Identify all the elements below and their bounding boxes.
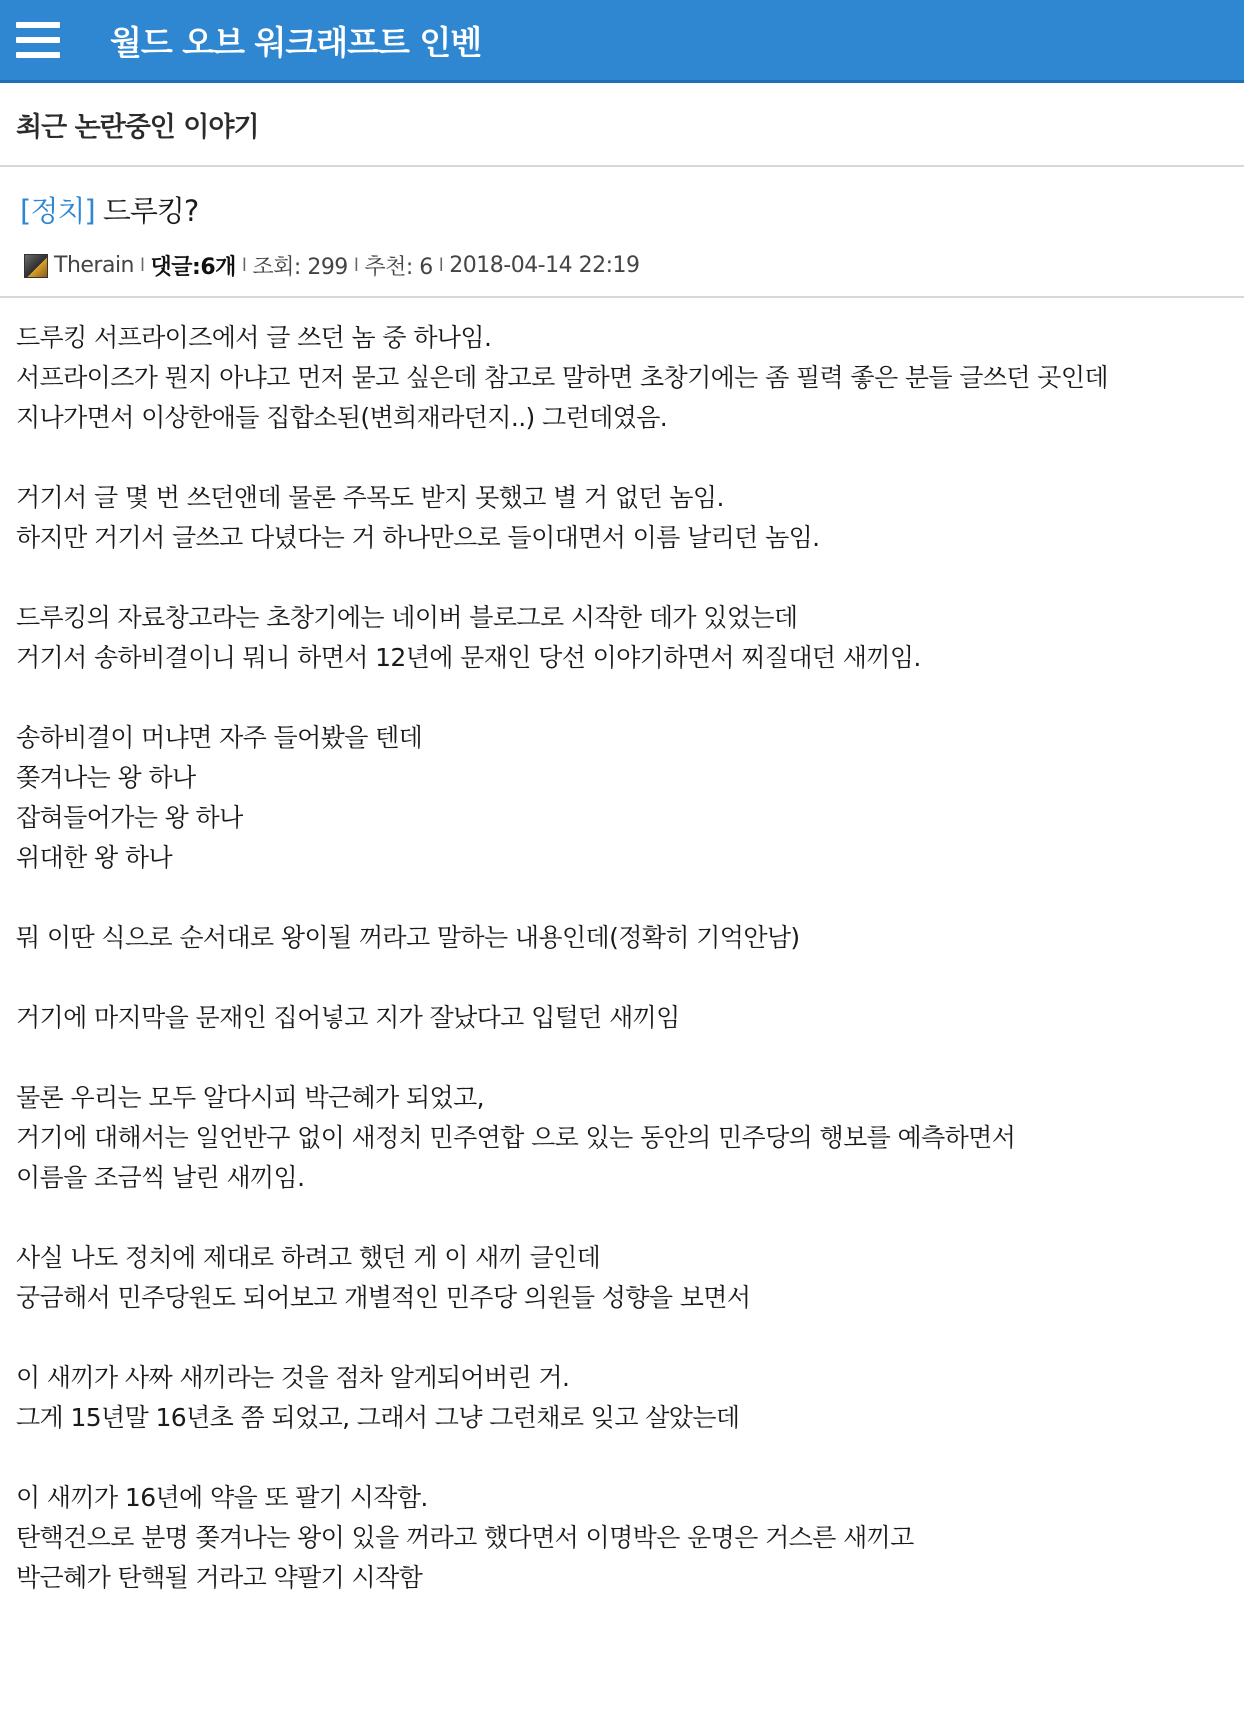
body-line: 드루킹 서프라이즈에서 글 쓰던 놈 중 하나임. xyxy=(16,323,492,352)
post-title xyxy=(20,189,1244,230)
body-line: 서프라이즈가 뭔지 아냐고 먼저 묻고 싶은데 참고로 말하면 초창기에는 좀 필력 좋은 분들 글쓰던 곳인데 xyxy=(16,363,1108,392)
body-line: 궁금해서 민주당원도 되어보고 개별적인 민주당 의원들 성향을 보면서 xyxy=(16,1283,751,1312)
body-line: 이 새끼가 16년에 약을 또 팔기 시작함. xyxy=(16,1483,428,1512)
view-count: 조회: 299 xyxy=(252,255,348,280)
post-timestamp: 2018-04-14 22:19 xyxy=(449,253,640,278)
body-line: 거기에 마지막을 문재인 집어넣고 지가 잘났다고 입털던 새끼임 xyxy=(16,1003,680,1032)
meta-separator: l xyxy=(140,255,145,276)
body-paragraph xyxy=(16,1238,1228,1318)
body-paragraph xyxy=(16,598,1228,678)
body-line: 이 새끼가 사짜 새끼라는 것을 점차 알게되어버린 거. xyxy=(16,1363,570,1392)
body-line: 위대한 왕 하나 xyxy=(16,843,172,872)
menu-icon-bar xyxy=(16,37,60,43)
comment-count[interactable]: 댓글:6개 xyxy=(150,255,236,280)
meta-separator: l xyxy=(353,255,359,276)
post-title-text: 드루킹? xyxy=(94,194,199,228)
post-body xyxy=(0,298,1244,1598)
body-line: 쫒겨나는 왕 하나 xyxy=(16,763,196,792)
body-line: 거기서 글 몇 번 쓰던앤데 물론 주목도 받지 못했고 별 거 없던 놈임. xyxy=(16,483,724,512)
body-line: 하지만 거기서 글쓰고 다녔다는 거 하나만으로 들이대면서 이름 날리던 놈임. xyxy=(16,523,820,552)
body-line: 그게 15년말 16년초 쯤 되었고, 그래서 그냥 그런채로 잊고 살았는데 xyxy=(16,1403,740,1432)
body-paragraph xyxy=(16,918,1228,958)
top-navigation-bar xyxy=(0,0,1244,83)
body-paragraph xyxy=(16,998,1228,1038)
meta-separator: l xyxy=(438,255,444,276)
hamburger-menu-icon[interactable] xyxy=(16,22,60,58)
menu-icon-bar xyxy=(16,52,60,58)
section-title[interactable]: 최근 논란중인 이야기 xyxy=(16,111,259,143)
body-line: 송하비결이 머냐면 자주 들어봤을 텐데 xyxy=(16,723,423,752)
body-line: 드루킹의 자료창고라는 초창기에는 네이버 블로그로 시작한 데가 있었는데 xyxy=(16,603,798,632)
section-header xyxy=(0,83,1244,167)
body-paragraph xyxy=(16,1078,1228,1198)
body-paragraph xyxy=(16,318,1228,438)
body-line: 이름을 조금씩 날린 새끼임. xyxy=(16,1163,305,1192)
class-emblem-icon xyxy=(24,254,48,278)
body-line: 물론 우리는 모두 알다시피 박근혜가 되었고, xyxy=(16,1083,484,1112)
post-header xyxy=(0,167,1244,298)
recommend-count: 추천: 6 xyxy=(364,255,433,280)
body-paragraph xyxy=(16,718,1228,878)
body-line: 잡혀들어가는 왕 하나 xyxy=(16,803,243,832)
body-paragraph xyxy=(16,478,1228,558)
body-line: 박근혜가 탄핵될 거라고 약팔기 시작함 xyxy=(16,1563,423,1592)
site-title[interactable]: 월드 오브 워크래프트 인벤 xyxy=(110,22,482,62)
post-meta xyxy=(20,250,1244,281)
body-paragraph xyxy=(16,1358,1228,1438)
body-paragraph xyxy=(16,1478,1228,1598)
body-line: 탄핵건으로 분명 쫒겨나는 왕이 있을 꺼라고 했다면서 이명박은 운명은 거스른 새끼고 xyxy=(16,1523,914,1552)
meta-separator: l xyxy=(241,255,247,276)
body-line: 사실 나도 정치에 제대로 하려고 했던 게 이 새끼 글인데 xyxy=(16,1243,601,1272)
body-line: 거기에 대해서는 일언반구 없이 새정치 민주연합 으로 있는 동안의 민주당의 행보를 예측하면서 xyxy=(16,1123,1016,1152)
menu-icon-bar xyxy=(16,22,60,28)
post-category-link[interactable]: [정치] xyxy=(20,194,95,228)
body-line: 지나가면서 이상한애들 집합소된(변희재라던지..) 그런데였음. xyxy=(16,403,668,432)
body-line: 뭐 이딴 식으로 순서대로 왕이될 꺼라고 말하는 내용인데(정확히 기억안남) xyxy=(16,923,800,952)
body-line: 거기서 송하비결이니 뭐니 하면서 12년에 문재인 당선 이야기하면서 찌질대던 새끼임. xyxy=(16,643,921,672)
author-name[interactable]: Therain xyxy=(54,253,134,278)
